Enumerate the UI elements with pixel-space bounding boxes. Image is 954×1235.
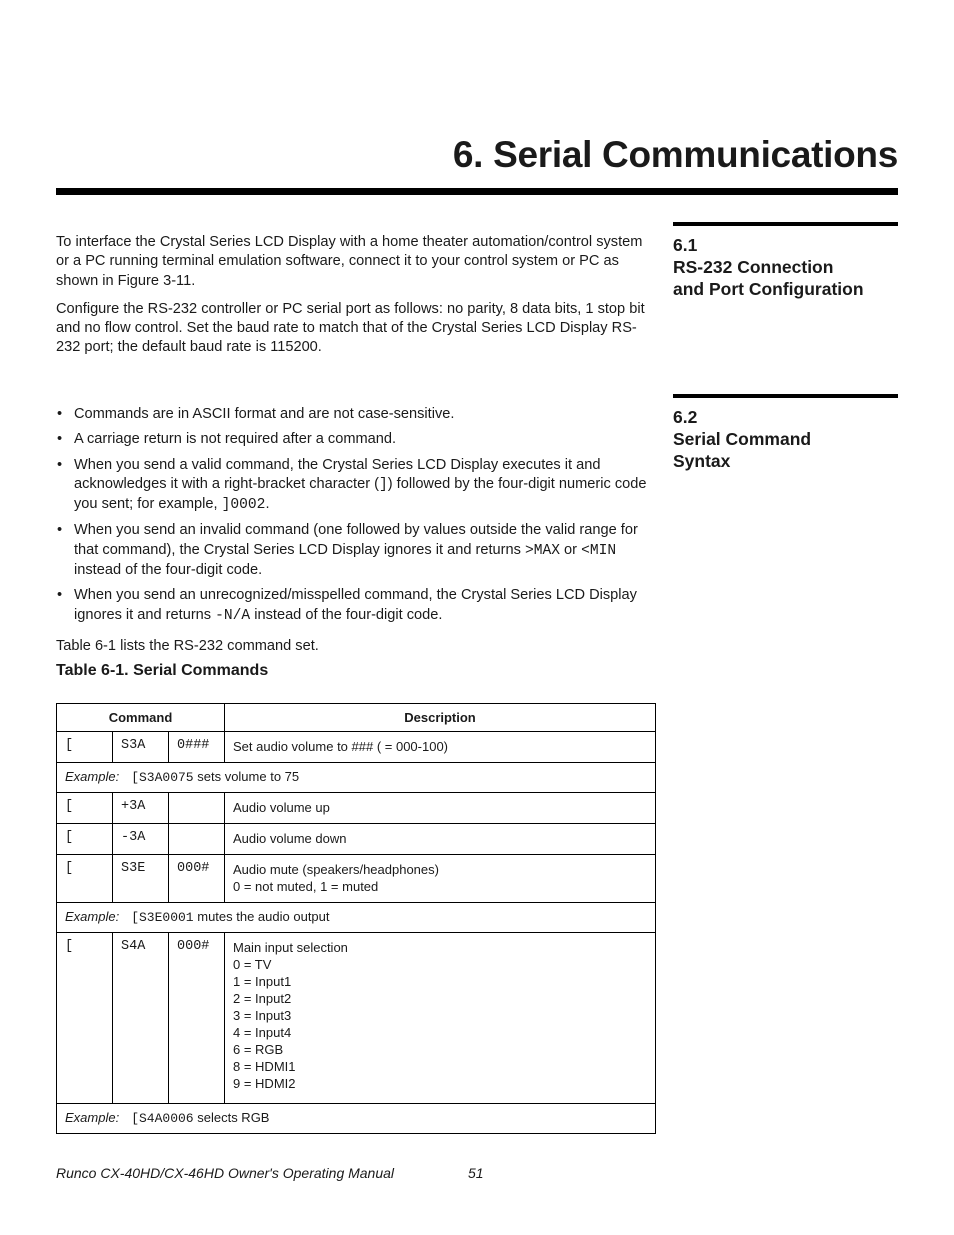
section-6-1-title-line-1: RS-232 Connection [673,257,834,277]
header-description: Description [225,704,656,732]
table-caption: Table 6-1. Serial Commands [56,662,269,679]
section-6-2-title-line-1: Serial Command [673,429,812,449]
command-value: 000# [169,855,225,903]
section-6-1-title-line-2: and Port Configuration [673,279,864,299]
example-text: sets volume to 75 [193,769,300,784]
inline-code: <MIN [581,542,617,559]
command-value: 000# [169,933,225,1104]
section-6-1-heading [673,234,864,300]
section-6-2-heading [673,406,811,472]
description-line: 8 = HDMI1 [233,1059,296,1074]
example-code: [S4A0006 [131,1111,194,1126]
section-6-2-number: 6.2 [673,407,698,427]
command-value [169,824,225,855]
command-prefix: [ [57,824,113,855]
command-code: S4A [113,933,169,1104]
bullet-item: • When you send an invalid command (one followed by values outside the valid range for that command), the Crystal Series LCD Display ignores it and returns >MAX or <MIN instead of the four-digit code. [56,521,656,580]
header-command: Command [57,704,225,732]
example-label: Example: [65,769,120,784]
description-line: Main input selection [233,940,348,955]
section-6-1-number: 6.1 [673,235,698,255]
chapter-title: 6. Serial Communications [452,134,898,175]
command-code: S3A [113,732,169,763]
inline-code: -N/A [215,607,251,624]
description-line: Audio mute (speakers/headphones) [233,862,439,877]
section-6-1-paragraph-2: Configure the RS-232 controller or PC serial port as follows: no parity, 8 data bits, 1 stop bit and no flow control. Set the baud rate to match that of the Crystal Series LCD Display RS-232 port; the default baud rate is 115200. [56,300,645,356]
section-6-1-rule [673,222,898,226]
section-6-1-body [56,233,656,358]
example-label: Example: [65,1110,120,1125]
command-value: 0### [169,732,225,763]
example-row [57,763,656,793]
example-text: selects RGB [193,1110,270,1125]
description-line: 2 = Input2 [233,991,292,1006]
syntax-bullet-list [56,405,656,626]
command-prefix: [ [57,732,113,763]
bullet-item: • A carriage return is not required after a command. [56,430,656,449]
description-line: 6 = RGB [233,1042,284,1057]
description-line: 0 = not muted, 1 = muted [233,879,379,894]
description-line: 0 = TV [233,957,272,972]
command-description: Audio volume up [225,793,656,824]
example-code: [S3E0001 [131,910,194,925]
command-description [225,933,656,1104]
example-code: [S3A0075 [131,770,194,785]
table-row [57,793,656,824]
inline-code: ] [378,476,388,493]
inline-code: >MAX [524,542,560,559]
command-description: Audio volume down [225,824,656,855]
command-code: S3E [113,855,169,903]
table-intro: Table 6-1 lists the RS-232 command set. [56,637,319,654]
table-row [57,933,656,1104]
example-cell [57,1104,656,1134]
command-prefix: [ [57,855,113,903]
command-code: +3A [113,793,169,824]
table-row [57,824,656,855]
command-prefix: [ [57,933,113,1104]
example-row [57,1104,656,1134]
footer-page-number: 51 [468,1165,484,1181]
section-6-1-paragraph-1: To interface the Crystal Series LCD Display with a home theater automation/control system or a PC running terminal emulation software, connect it to your control system or PC as shown in Figure 3-11. [56,234,643,289]
command-value [169,793,225,824]
table-header-row [57,704,656,732]
example-text: mutes the audio output [193,909,330,924]
description-line: 3 = Input3 [233,1008,292,1023]
command-description [225,855,656,903]
section-6-2-title-line-2: Syntax [673,451,731,471]
command-code: -3A [113,824,169,855]
description-line: 4 = Input4 [233,1025,292,1040]
bullet-item: • When you send an unrecognized/misspelled command, the Crystal Series LCD Display ignores it and returns -N/A instead of the four-digit code. [56,586,656,626]
serial-commands-table [56,703,656,1134]
example-cell [57,903,656,933]
example-row [57,903,656,933]
table-row [57,855,656,903]
example-cell [57,763,656,793]
description-line: 1 = Input1 [233,974,292,989]
command-description: Set audio volume to ### ( = 000-100) [225,732,656,763]
section-6-2-rule [673,394,898,398]
inline-code: ]0002 [221,497,266,514]
section-6-2-body [56,405,656,656]
bullet-item: • When you send a valid command, the Crystal Series LCD Display executes it and acknowledges it with a right-bracket character (]) followed by the four-digit numeric code you sent; for example, ]0002. [56,456,656,516]
bullet-item: • Commands are in ASCII format and are not case-sensitive. [56,405,656,424]
chapter-rule [56,188,898,195]
example-label: Example: [65,909,120,924]
description-line: 9 = HDMI2 [233,1076,296,1091]
table-row [57,732,656,763]
footer-manual-title: Runco CX-40HD/CX-46HD Owner's Operating Manual [56,1165,395,1181]
command-prefix: [ [57,793,113,824]
